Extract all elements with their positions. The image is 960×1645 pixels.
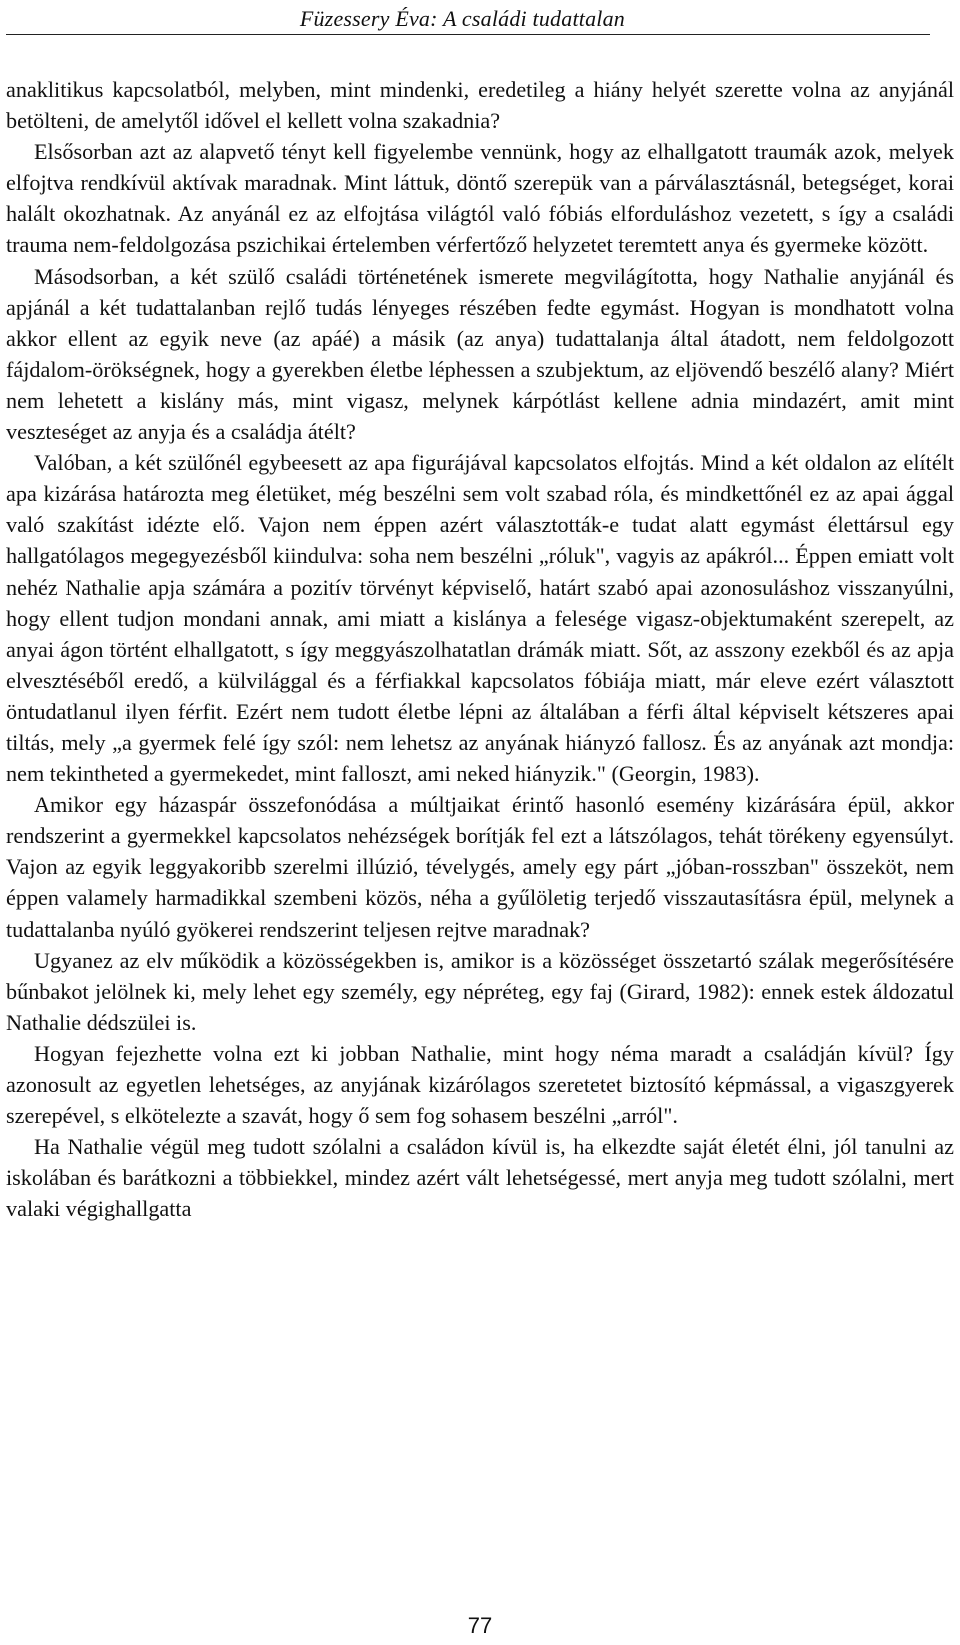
running-header [6,6,930,36]
paragraph: Hogyan fejezhette volna ezt ki jobban Nathalie, mint hogy néma maradt a családján kívül? Így azonosult az egyetlen lehetséges, az anyjának kizárólagos szeretetet biztosító képmással, a vigaszgyerek szerepével, s elkötelezte a szavát, hogy ő sem fog sohasem beszélni „arról". [6,1040,954,1129]
body-text [6,74,954,1224]
header-title: Füzessery Éva: A családi tudattalan [299,6,625,31]
header-rule [6,34,930,35]
page-number: 77 [467,1613,493,1638]
paragraph: Valóban, a két szülőnél egybeesett az apa figurájával kapcsolatos elfojtás. Mind a két oldalon az elítélt apa kizárása határozta meg életüket, még beszélni sem volt szabad róla, és mindkettőnél ez az apai ággal való szakítást idézte elő. Vajon nem éppen azért választották-e tudat alatt egymást élettársul egy hallgatólagos megegyezésből kiindulva: soha nem beszélni „róluk", vagyis az apákról... Éppen emiatt volt nehéz Nathalie apja számára a pozitív törvényt képviselő, határt szabó apai azonosuláshoz visszanyúlni, hogy ellent tudjon mondani annak, ami miatt a kislánya a felesége vigasz-objektumaként szerepelt, az anyai ágon történt elhallgatott, s így meggyászolhatatlan drámák miatt. Sőt, az asszony ezekből és az apja elvesztéséből eredő, a külvilággal és a férfiakkal kapcsolatos fóbiája miatt, már eleve ezért választott öntudatlanul ilyen férfit. Ezért nem tudott életbe lépni az általában a férfi által képviselt kétszeres apai tiltás, mely „a gyermek felé így szól: nem lehetsz az anyának hiányzó fallosz. És az anyának azt mondja: nem tekintheted a gyermekedet, mint falloszt, ami neked hiányzik." (Georgin, 1983). [6,450,954,787]
paragraph: Elsősorban azt az alapvető tényt kell figyelembe vennünk, hogy az elhallgatott traumák azok, melyek elfojtva rendkívül aktívak maradnak. Mint láttuk, döntő szerepük van a párválasztásnál, betegséget, korai halált okozhatnak. Az anyánál ez az elfojtása világtól való fóbiás elforduláshoz vezetett, s így a családi trauma nem-feldolgozása pszichikai értelemben vérfertőző helyzetet teremtett anya és gyermeke között. [6,139,954,258]
paragraph-continued: anaklitikus kapcsolatból, melyben, mint mindenki, eredetileg a hiány helyét szerette volna az anyjánál betölteni, de amelytől idővel el kellett volna szakadnia? [6,77,954,134]
paragraph: Ugyanez az elv működik a közösségekben is, amikor is a közösséget összetartó szálak megerősítésére bűnbakot jelölnek ki, mely lehet egy személy, egy népréteg, egy faj (Girard, 1982): ennek estek áldozatul Nathalie dédszülei is. [6,947,954,1035]
paragraph: Másodsorban, a két szülő családi történetének ismerete megvilágította, hogy Nathalie anyjánál és apjánál a két tudattalanban rejlő tudás lényeges részében fedte egymást. Hogyan is mondhatott volna akkor ellent az egyik neve (az apáé) a másik (az anya) tudattalanja által átadott, nem feldolgozott fájdalom-örökségnek, hogy a gyerekben életbe léphessen a szubjektum, az eljövendő beszélő alany? Miért nem lehetett a kislány más, mint vigasz, melynek kárpótlást kellene adnia mindazért, amit mint veszteséget az anyja és a családja átélt? [6,263,954,445]
paragraph: Ha Nathalie végül meg tudott szólalni a családon kívül is, ha elkezdte saját életét élni, jól tanulni az iskolában és barátkozni a többiekkel, mindez azért vált lehetségessé, mert anyja meg tudott szólalni, mert valaki végighallgatta [6,1134,954,1222]
paragraph: Amikor egy házaspár összefonódása a múltjaikat érintő hasonló esemény kizárására épül, akkor rendszerint a gyermekkel kapcsolatos nehézségek borítják fel ezt a látszólagos, tehát törékeny egyensúlyt. Vajon az egyik leggyakoribb szerelmi illúzió, tévelygés, amely egy párt „jóban-rosszban" összeköt, nem éppen valamely harmadikkal szembeni közös, néha a gyűlöletig terjedő visszautasításra épül, melynek a tudattalanba nyúló gyökerei rendszerint teljesen rejtve maradnak? [6,792,954,942]
